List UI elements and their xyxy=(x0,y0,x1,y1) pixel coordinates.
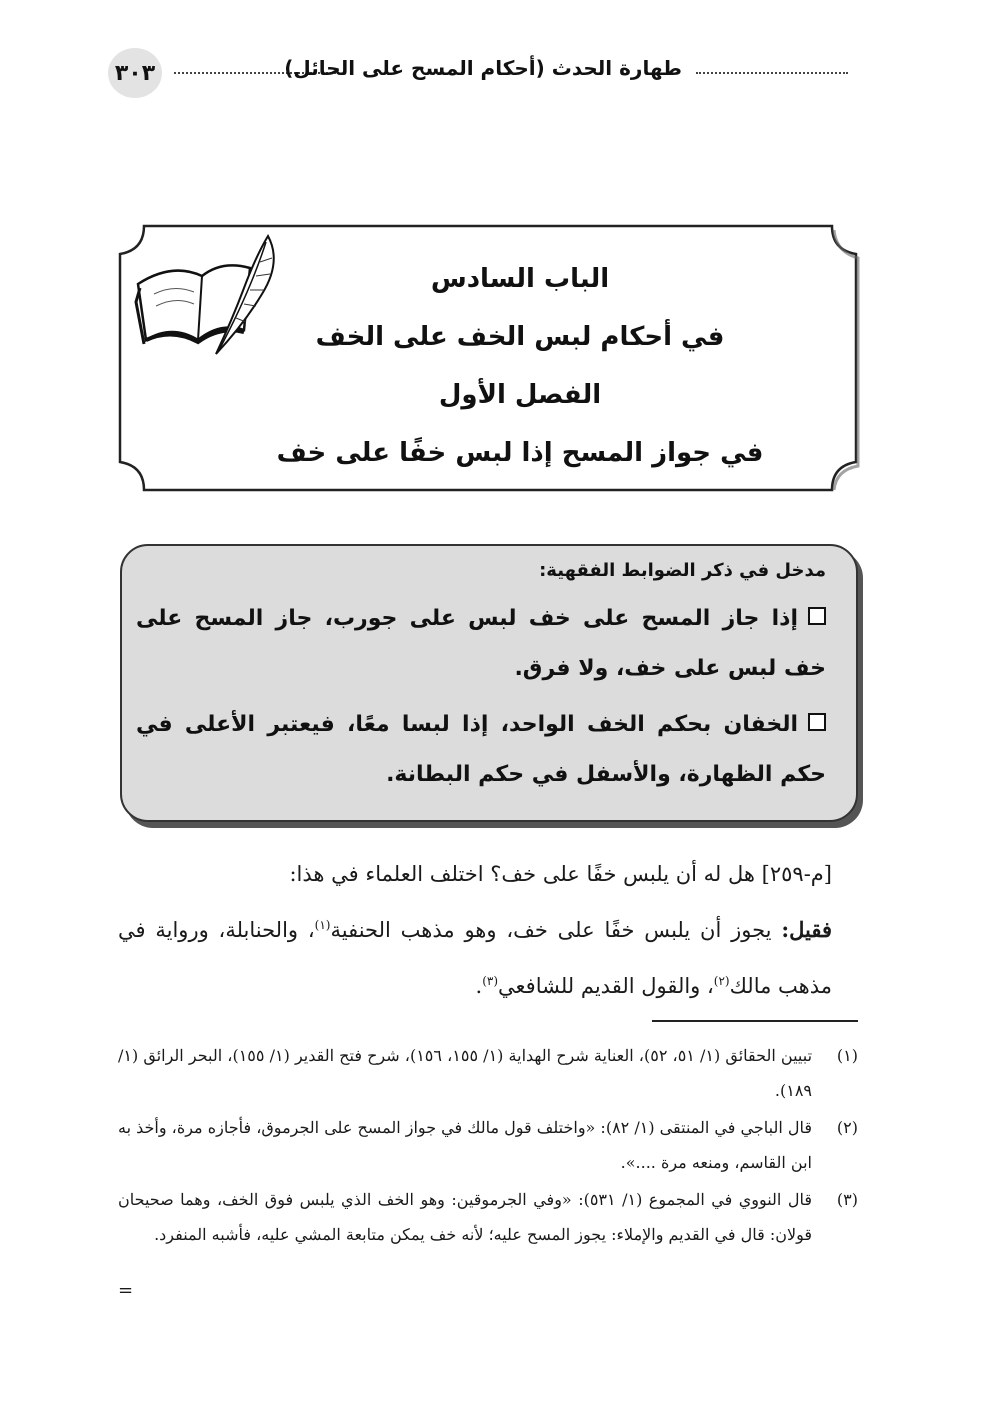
footnote-number: (٢) xyxy=(836,1118,858,1137)
answer-text: يجوز أن يلبس خفًا على خف، وهو مذهب الحنفية xyxy=(330,918,782,942)
part-subtitle: في أحكام لبس الخف على الخف xyxy=(315,322,725,352)
part-title: الباب السادس xyxy=(430,264,610,294)
answer-text: . xyxy=(475,974,483,998)
answer-text: ، والحنابلة، ورواية في مذهب مالك xyxy=(118,918,832,998)
question-paragraph: [م-٢٥٩] هل له أن يلبس خفًا على خف؟ اختلف العلماء في هذا: xyxy=(289,862,832,886)
footnote-number: (١) xyxy=(836,1046,858,1065)
footnote-text: قال النووي في المجموع (١/ ٥٣١): «وفي الجرموقين: وهو الخف الذي يلبس فوق الخف، وهما صحيحان قولان: قال في القديم والإملاء: يجوز المسح عليه؛ لأنه خف يمكن متابعة المشي عليه، فأشبه المنفرد. xyxy=(118,1190,812,1244)
answer-lead: فقيل: xyxy=(781,917,832,942)
rule-text: إذا جاز المسح على خف لبس على جورب، جاز المسح على خف لبس على خف، ولا فرق. xyxy=(136,606,826,681)
footnote-number: (٣) xyxy=(836,1190,858,1209)
rule-item xyxy=(136,594,826,694)
footnote-ref[interactable]: (٢) xyxy=(713,974,730,988)
footnote-text: قال الباجي في المنتقى (١/ ٨٢): «واختلف قول مالك في جواز المسح على الجرموق، فأجازه مرة، وأخذ به ابن القاسم، ومنعه مرة ....». xyxy=(118,1118,813,1172)
chapter-title-frame xyxy=(116,224,860,492)
footnote-separator xyxy=(652,1020,858,1022)
footnote-text: تبيين الحقائق (١/ ٥١، ٥٢)، العناية شرح الهداية (١/ ١٥٥، ١٥٦)، شرح فتح القدير (١/ ١٥٥)، البحر الرائق (١/ ١٨٩). xyxy=(118,1046,813,1100)
section-title: الفصل الأول xyxy=(438,380,602,410)
footnote-ref[interactable]: (١) xyxy=(314,918,331,932)
rule-item xyxy=(136,700,826,800)
continuation-mark: = xyxy=(118,1280,134,1301)
section-subtitle: في جواز المسح إذا لبس خفًا على خف xyxy=(276,438,764,468)
chapter-heading xyxy=(240,250,800,482)
running-title: طهارة الحدث (أحكام المسح على الحائل) xyxy=(284,56,682,80)
footnote xyxy=(118,1110,858,1180)
checkbox-icon xyxy=(808,713,826,731)
checkbox-icon xyxy=(808,607,826,625)
footnote xyxy=(118,1038,858,1108)
running-header xyxy=(108,48,848,98)
answer-paragraph xyxy=(118,902,858,1014)
rule-text: الخفان بحكم الخف الواحد، إذا لبسا معًا، فيعتبر الأعلى في حكم الظهارة، والأسفل في حكم البطانة. xyxy=(136,712,826,787)
main-text xyxy=(118,846,858,1014)
footnotes xyxy=(118,1038,858,1254)
header-dot-leader-right xyxy=(696,72,848,74)
footnote xyxy=(118,1182,858,1252)
footnote-ref[interactable]: (٣) xyxy=(482,974,499,988)
answer-text: ، والقول القديم للشافعي xyxy=(498,974,714,998)
page-number: ٣٠٣ xyxy=(108,48,162,98)
rules-heading: مدخل في ذكر الضوابط الفقهية: xyxy=(539,560,826,581)
jurisprudential-rules-box xyxy=(120,544,858,822)
